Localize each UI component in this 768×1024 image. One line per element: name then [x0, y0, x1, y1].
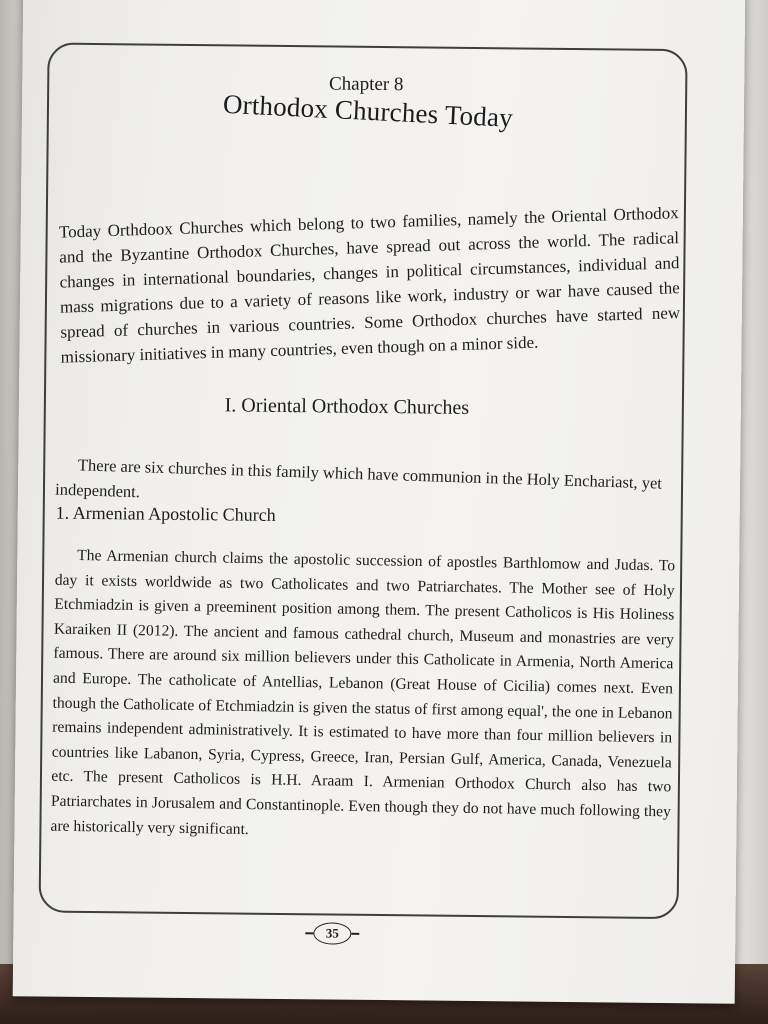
section-heading: I. Oriental Orthodox Churches — [224, 394, 470, 419]
book-page — [13, 0, 746, 1004]
page-text-area — [50, 73, 681, 838]
section-intro-paragraph: There are six churches in this family which have communion in the Holy Enchariast, yet independent. — [54, 454, 663, 501]
intro-paragraph: Today Orthdoox Churches which belong to two families, namely the Oriental Orthodox and the Byzantine Orthodox Churches, have spread out across the world. The radical changes in international boundaries, changes in political circumstances, individual and mass migrations due to a variety of reasons like work, industry or war have caused the spread of churches in various countries. Some Orthodox churches have started new missionary initiatives in many countries, even though on a minor side. — [58, 203, 681, 367]
page-number: 35 — [313, 922, 351, 944]
chapter-title: Orthodox Churches Today — [222, 88, 514, 133]
chapter-label: Chapter 8 — [328, 73, 404, 96]
armenian-church-paragraph: The Armenian church claims the apostolic succession of apostles Barthlomow and Judas. To day it exists worldwide as two Catholicates and two Patriarchates. The Mother see of Holy Etchmiadzin is given a preeminent position among them. The present Catholicos is His Holiness Karaiken II (2012). The ancient and famous cathedral church, Museum and monastries are very famous. There are around six million believers under this Catholicate in Armenia, North America and Europe. The catholicate of Antellias, Lebanon (Great House of Cicilia) comes next. Even though the Catholicate of Etchmiadzin is given the status of first among equal', the one in Lebanon remains independent administratively. It is estimated to have more than four million believers in countries like Labanon, Syria, Cypress, Greece, Iran, Persian Gulf, America, Canada, Venezuela etc. The present Catholicos is H.H. Araam I. Armenian Orthodox Church also has two Patriarchates in Jorusalem and Constantinople. Even though they do not have much following they are historically very significant. — [50, 546, 676, 838]
subsection-heading: 1. Armenian Apostolic Church — [55, 502, 276, 525]
